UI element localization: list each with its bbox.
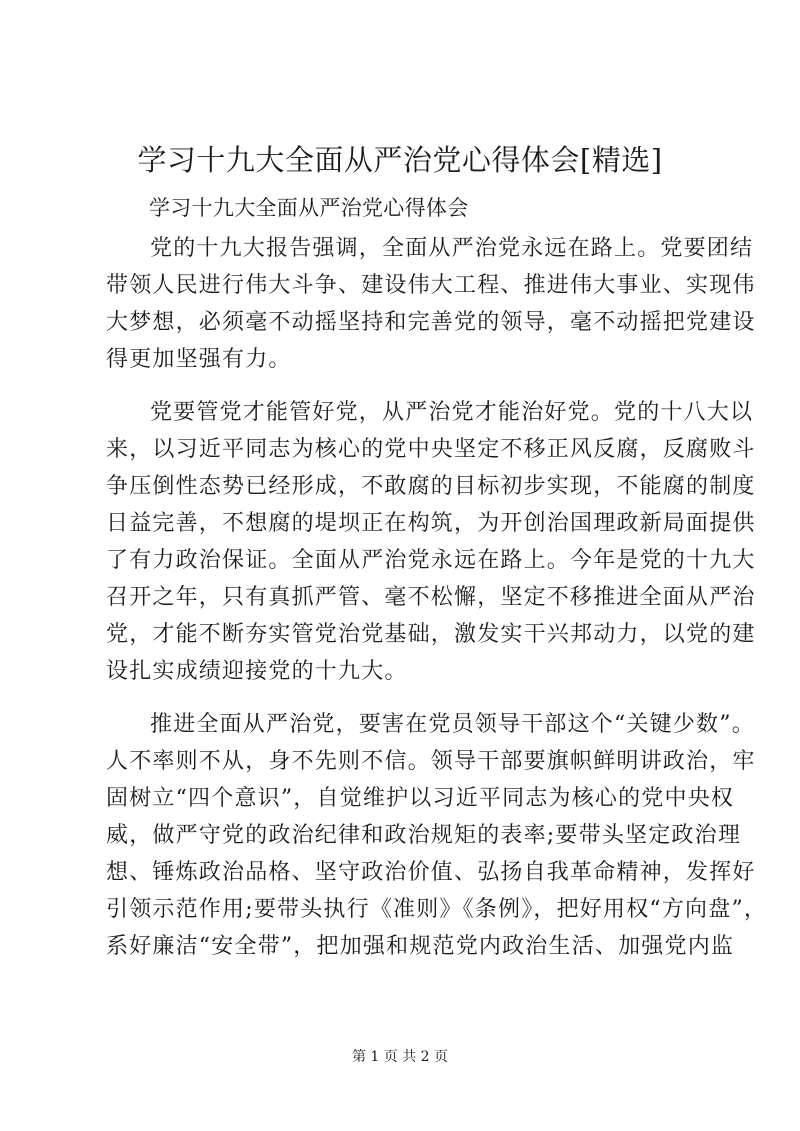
paragraph (106, 230, 756, 378)
text-line: 争压倒性态势已经形成，不敢腐的目标初步实现，不能腐的制度 (106, 474, 756, 499)
document-title: 学习十九大全面从严治党心得体会[精选] (137, 143, 663, 177)
text-line: 党要管党才能管好党，从严治党才能治好党。党的十八大以 (150, 400, 754, 425)
text-line: 得更加坚强有力。 (106, 347, 292, 372)
text-line: 设扎实成绩迎接党的十九大。 (106, 659, 408, 684)
document-body (106, 230, 768, 965)
text-line: 日益完善，不想腐的堤坝正在构筑，为开创治国理政新局面提供 (106, 511, 756, 536)
text-line: 推进全面从严治党，要害在党员领导干部这个“关键少数”。 (150, 712, 755, 737)
document-subtitle: 学习十九大全面从严治党心得体会 (149, 196, 469, 220)
paragraph (106, 706, 768, 965)
text-line: 召开之年，只有真抓严管、毫不松懈，坚定不移推进全面从严治 (106, 585, 756, 610)
text-line: 固树立“四个意识”，自觉维护以习近平同志为核心的党中央权 (106, 786, 735, 811)
text-line: 带领人民进行伟大斗争、建设伟大工程、推进伟大事业、实现伟 (106, 273, 756, 298)
text-line: 威，做严守党的政治纪律和政治规矩的表率;要带头坚定政治理 (106, 823, 742, 848)
page-number: 第 1 页 共 2 页 (351, 1049, 449, 1065)
text-line: 来，以习近平同志为核心的党中央坚定不移正风反腐，反腐败斗 (106, 437, 756, 462)
text-line: 引领示范作用;要带头执行《准则》《条例》，把好用权“方向盘”， (106, 897, 768, 922)
text-line: 系好廉洁“安全带”，把加强和规范党内政治生活、加强党内监 (106, 934, 735, 959)
text-line: 想、锤炼政治品格、坚守政治价值、弘扬自我革命精神，发挥好 (106, 860, 756, 885)
text-line: 党，才能不断夯实管党治党基础，激发实干兴邦动力，以党的建 (106, 622, 756, 647)
text-line: 党的十九大报告强调，全面从严治党永远在路上。党要团结 (150, 236, 754, 261)
text-line: 人不率则不从，身不先则不信。领导干部要旗帜鲜明讲政治，牢 (106, 749, 756, 774)
text-line: 了有力政治保证。全面从严治党永远在路上。今年是党的十九大 (106, 548, 756, 573)
text-line: 大梦想，必须毫不动摇坚持和完善党的领导，毫不动摇把党建设 (106, 310, 756, 335)
paragraph (106, 394, 756, 690)
